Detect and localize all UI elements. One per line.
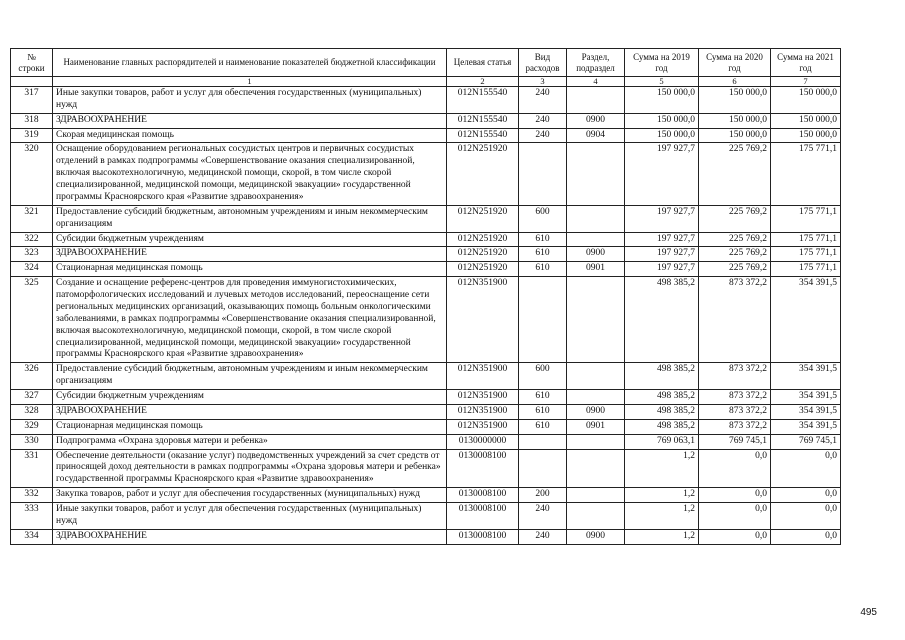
row-sum-2020: 0,0 xyxy=(699,503,771,530)
row-section xyxy=(567,277,625,363)
row-expense-type: 240 xyxy=(519,128,567,143)
row-sum-2020: 0,0 xyxy=(699,488,771,503)
row-section xyxy=(567,363,625,390)
row-sum-2020: 225 769,2 xyxy=(699,247,771,262)
table-row xyxy=(11,390,841,405)
row-name: Создание и оснащение референс-центров для проведения иммуногистохимических, патоморфологических исследований и лучевых методов исследований, переоснащение сети региональных медицинских организаций, оказывающих помощь больным онкологическими заболеваниями, в рамках подпрограммы «Совершенствование оказания специализированной, включая высокотехнологичную, медицинской помощи, скорой, в том числе скорой специализированной, медицинской помощи, медицинской эвакуации» государственной программы Красноярского края «Развитие здравоохранения» xyxy=(53,277,447,363)
table-row xyxy=(11,143,841,205)
header-type: Вид расходов xyxy=(519,49,567,77)
row-name: Стационарная медицинская помощь xyxy=(53,262,447,277)
row-section xyxy=(567,205,625,232)
table-row xyxy=(11,434,841,449)
row-expense-type xyxy=(519,277,567,363)
row-target-article: 0130008100 xyxy=(447,503,519,530)
header-target: Целевая статья xyxy=(447,49,519,77)
row-expense-type: 240 xyxy=(519,86,567,113)
row-sum-2019: 197 927,7 xyxy=(625,143,699,205)
row-sum-2019: 150 000,0 xyxy=(625,113,699,128)
row-sum-2021: 769 745,1 xyxy=(771,434,841,449)
row-section: 0900 xyxy=(567,404,625,419)
table-row xyxy=(11,449,841,488)
row-sum-2020: 873 372,2 xyxy=(699,390,771,405)
row-number: 334 xyxy=(11,529,53,544)
row-name: Подпрограмма «Охрана здоровья матери и ребенка» xyxy=(53,434,447,449)
row-name: Иные закупки товаров, работ и услуг для обеспечения государственных (муниципальных) нужд xyxy=(53,86,447,113)
row-number: 325 xyxy=(11,277,53,363)
row-sum-2020: 150 000,0 xyxy=(699,86,771,113)
row-sum-2019: 197 927,7 xyxy=(625,247,699,262)
budget-table xyxy=(10,48,841,545)
row-target-article: 0130008100 xyxy=(447,529,519,544)
row-expense-type: 610 xyxy=(519,390,567,405)
row-name: Скорая медицинская помощь xyxy=(53,128,447,143)
row-target-article: 012N155540 xyxy=(447,128,519,143)
row-number: 333 xyxy=(11,503,53,530)
row-sum-2020: 873 372,2 xyxy=(699,277,771,363)
row-section xyxy=(567,143,625,205)
row-sum-2021: 175 771,1 xyxy=(771,205,841,232)
row-sum-2020: 873 372,2 xyxy=(699,363,771,390)
header-2021: Сумма на 2021 год xyxy=(771,49,841,77)
table-row xyxy=(11,503,841,530)
row-section: 0901 xyxy=(567,262,625,277)
row-number: 331 xyxy=(11,449,53,488)
row-sum-2021: 354 391,5 xyxy=(771,419,841,434)
row-name: Иные закупки товаров, работ и услуг для обеспечения государственных (муниципальных) нужд xyxy=(53,503,447,530)
row-target-article: 012N155540 xyxy=(447,86,519,113)
col-number: 3 xyxy=(519,77,567,87)
header-name: Наименование главных распорядителей и наименование показателей бюджетной классификации xyxy=(53,49,447,77)
row-expense-type xyxy=(519,449,567,488)
row-target-article: 012N251920 xyxy=(447,247,519,262)
row-name: Закупка товаров, работ и услуг для обеспечения государственных (муниципальных) нужд xyxy=(53,488,447,503)
row-sum-2019: 150 000,0 xyxy=(625,128,699,143)
row-name: Обеспечение деятельности (оказание услуг) подведомственных учреждений за счет средств от приносящей доход деятельности в рамках подпрограммы «Охрана здоровья матери и ребенка» государственной программы Красноярского края «Развитие здравоохранения» xyxy=(53,449,447,488)
col-number: 2 xyxy=(447,77,519,87)
row-section: 0900 xyxy=(567,113,625,128)
table-row xyxy=(11,419,841,434)
row-number: 319 xyxy=(11,128,53,143)
page-number: 495 xyxy=(860,607,877,618)
row-sum-2020: 225 769,2 xyxy=(699,143,771,205)
row-sum-2019: 197 927,7 xyxy=(625,232,699,247)
row-number: 322 xyxy=(11,232,53,247)
row-name: ЗДРАВООХРАНЕНИЕ xyxy=(53,113,447,128)
row-number: 317 xyxy=(11,86,53,113)
row-expense-type: 240 xyxy=(519,503,567,530)
column-number-row xyxy=(11,77,841,87)
row-number: 324 xyxy=(11,262,53,277)
row-target-article: 012N351900 xyxy=(447,419,519,434)
row-expense-type: 610 xyxy=(519,419,567,434)
row-number: 332 xyxy=(11,488,53,503)
row-sum-2019: 197 927,7 xyxy=(625,205,699,232)
row-sum-2021: 354 391,5 xyxy=(771,390,841,405)
row-sum-2020: 150 000,0 xyxy=(699,128,771,143)
row-sum-2020: 150 000,0 xyxy=(699,113,771,128)
row-sum-2021: 175 771,1 xyxy=(771,247,841,262)
row-sum-2020: 225 769,2 xyxy=(699,232,771,247)
row-number: 320 xyxy=(11,143,53,205)
row-target-article: 012N251920 xyxy=(447,262,519,277)
row-target-article: 012N251920 xyxy=(447,143,519,205)
table-row xyxy=(11,404,841,419)
row-expense-type: 600 xyxy=(519,363,567,390)
row-expense-type: 240 xyxy=(519,529,567,544)
col-number: 1 xyxy=(53,77,447,87)
row-sum-2020: 0,0 xyxy=(699,449,771,488)
row-sum-2020: 225 769,2 xyxy=(699,262,771,277)
row-sum-2021: 175 771,1 xyxy=(771,232,841,247)
col-number: 5 xyxy=(625,77,699,87)
row-target-article: 012N351900 xyxy=(447,390,519,405)
row-section xyxy=(567,390,625,405)
header-num: № строки xyxy=(11,49,53,77)
row-section: 0904 xyxy=(567,128,625,143)
row-sum-2019: 1,2 xyxy=(625,529,699,544)
row-target-article: 012N351900 xyxy=(447,363,519,390)
row-sum-2019: 197 927,7 xyxy=(625,262,699,277)
row-target-article: 0130008100 xyxy=(447,449,519,488)
row-number: 329 xyxy=(11,419,53,434)
row-sum-2019: 498 385,2 xyxy=(625,363,699,390)
row-target-article: 012N351900 xyxy=(447,277,519,363)
row-expense-type: 610 xyxy=(519,262,567,277)
table-row xyxy=(11,205,841,232)
row-sum-2019: 1,2 xyxy=(625,488,699,503)
row-section xyxy=(567,503,625,530)
row-name: Предоставление субсидий бюджетным, автономным учреждениям и иным некоммерческим организациям xyxy=(53,205,447,232)
row-sum-2021: 354 391,5 xyxy=(771,363,841,390)
row-name: Стационарная медицинская помощь xyxy=(53,419,447,434)
row-sum-2019: 498 385,2 xyxy=(625,404,699,419)
row-number: 327 xyxy=(11,390,53,405)
row-section xyxy=(567,232,625,247)
row-section xyxy=(567,86,625,113)
row-name: Оснащение оборудованием региональных сосудистых центров и первичных сосудистых отделений в рамках подпрограммы «Совершенствование оказания специализированной, включая высокотехнологичную, медицинской помощи, скорой, в том числе скорой специализированной, медицинской помощи, медицинской эвакуации» государственной программы Красноярского края «Развитие здравоохранения» xyxy=(53,143,447,205)
row-sum-2020: 873 372,2 xyxy=(699,419,771,434)
header-row xyxy=(11,49,841,77)
row-sum-2021: 0,0 xyxy=(771,488,841,503)
row-sum-2021: 150 000,0 xyxy=(771,86,841,113)
col-number xyxy=(11,77,53,87)
table-row xyxy=(11,488,841,503)
header-section: Раздел, подраздел xyxy=(567,49,625,77)
table-row xyxy=(11,529,841,544)
row-expense-type: 240 xyxy=(519,113,567,128)
row-sum-2020: 0,0 xyxy=(699,529,771,544)
table-row xyxy=(11,128,841,143)
row-sum-2021: 175 771,1 xyxy=(771,143,841,205)
row-sum-2021: 354 391,5 xyxy=(771,277,841,363)
row-number: 323 xyxy=(11,247,53,262)
row-sum-2021: 354 391,5 xyxy=(771,404,841,419)
row-sum-2020: 873 372,2 xyxy=(699,404,771,419)
row-target-article: 0130008100 xyxy=(447,488,519,503)
row-name: Субсидии бюджетным учреждениям xyxy=(53,232,447,247)
row-target-article: 012N351900 xyxy=(447,404,519,419)
row-section: 0900 xyxy=(567,529,625,544)
table-row xyxy=(11,86,841,113)
row-target-article: 012N155540 xyxy=(447,113,519,128)
row-section xyxy=(567,449,625,488)
table-row xyxy=(11,113,841,128)
row-section: 0901 xyxy=(567,419,625,434)
header-2020: Сумма на 2020 год xyxy=(699,49,771,77)
row-sum-2019: 1,2 xyxy=(625,503,699,530)
row-sum-2019: 150 000,0 xyxy=(625,86,699,113)
row-sum-2019: 1,2 xyxy=(625,449,699,488)
row-expense-type xyxy=(519,434,567,449)
row-expense-type: 610 xyxy=(519,232,567,247)
row-expense-type: 610 xyxy=(519,404,567,419)
row-section xyxy=(567,434,625,449)
row-sum-2021: 0,0 xyxy=(771,449,841,488)
row-section: 0900 xyxy=(567,247,625,262)
table-row xyxy=(11,363,841,390)
row-number: 328 xyxy=(11,404,53,419)
table-row xyxy=(11,232,841,247)
row-expense-type: 200 xyxy=(519,488,567,503)
header-2019: Сумма на 2019 год xyxy=(625,49,699,77)
col-number: 4 xyxy=(567,77,625,87)
row-number: 326 xyxy=(11,363,53,390)
row-sum-2021: 150 000,0 xyxy=(771,128,841,143)
row-section xyxy=(567,488,625,503)
row-sum-2021: 175 771,1 xyxy=(771,262,841,277)
row-expense-type: 610 xyxy=(519,247,567,262)
row-target-article: 012N251920 xyxy=(447,232,519,247)
col-number: 6 xyxy=(699,77,771,87)
row-expense-type xyxy=(519,143,567,205)
table-row xyxy=(11,277,841,363)
row-name: Субсидии бюджетным учреждениям xyxy=(53,390,447,405)
row-sum-2019: 769 063,1 xyxy=(625,434,699,449)
row-target-article: 012N251920 xyxy=(447,205,519,232)
row-name: Предоставление субсидий бюджетным, автономным учреждениям и иным некоммерческим организациям xyxy=(53,363,447,390)
row-sum-2020: 225 769,2 xyxy=(699,205,771,232)
row-sum-2019: 498 385,2 xyxy=(625,419,699,434)
row-name: ЗДРАВООХРАНЕНИЕ xyxy=(53,529,447,544)
table-row xyxy=(11,247,841,262)
row-expense-type: 600 xyxy=(519,205,567,232)
row-sum-2019: 498 385,2 xyxy=(625,390,699,405)
row-number: 318 xyxy=(11,113,53,128)
row-number: 330 xyxy=(11,434,53,449)
row-name: ЗДРАВООХРАНЕНИЕ xyxy=(53,404,447,419)
row-number: 321 xyxy=(11,205,53,232)
row-sum-2019: 498 385,2 xyxy=(625,277,699,363)
row-name: ЗДРАВООХРАНЕНИЕ xyxy=(53,247,447,262)
table-row xyxy=(11,262,841,277)
row-sum-2020: 769 745,1 xyxy=(699,434,771,449)
row-sum-2021: 0,0 xyxy=(771,529,841,544)
row-target-article: 0130000000 xyxy=(447,434,519,449)
col-number: 7 xyxy=(771,77,841,87)
row-sum-2021: 0,0 xyxy=(771,503,841,530)
row-sum-2021: 150 000,0 xyxy=(771,113,841,128)
